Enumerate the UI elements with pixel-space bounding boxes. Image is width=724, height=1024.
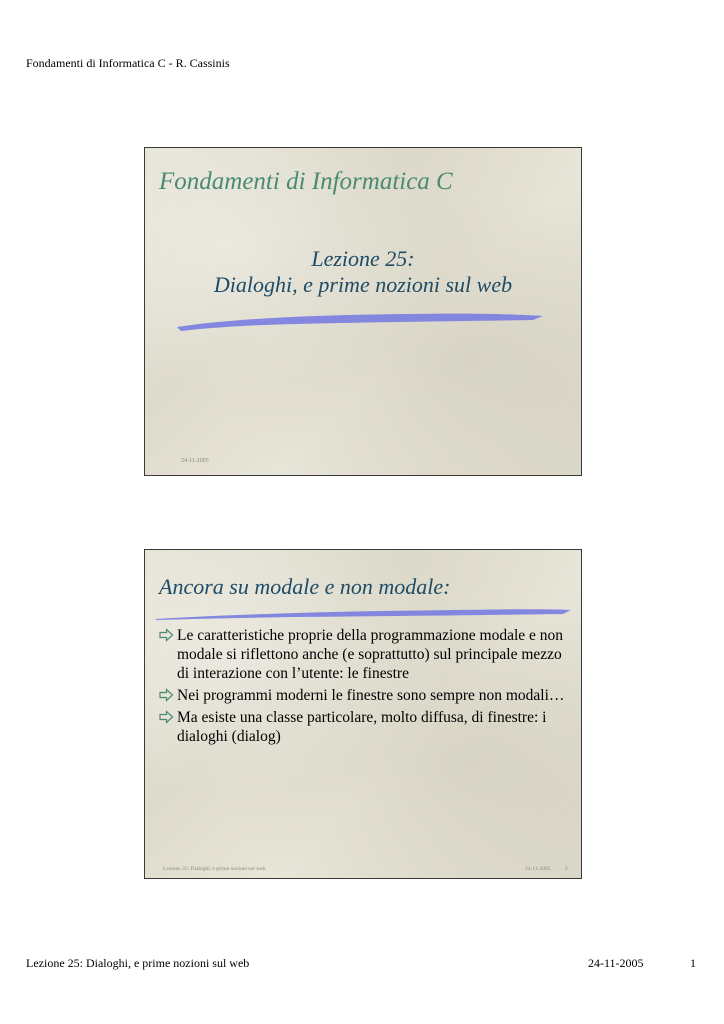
- brush-stroke-decoration: [177, 312, 545, 332]
- slide-date: 24-11-2005: [181, 458, 209, 464]
- hollow-arrow-right-icon: [159, 628, 174, 642]
- bullet-text: Ma esiste una classe particolare, molto diffusa, di finestre: i dialoghi (dialog): [177, 709, 547, 745]
- slide-2: [144, 549, 582, 879]
- list-item: [159, 708, 569, 746]
- page-number: 1: [690, 956, 696, 970]
- page-header: Fondamenti di Informatica C - R. Cassinis: [26, 56, 230, 70]
- course-title: Fondamenti di Informatica C: [159, 168, 453, 195]
- hollow-arrow-right-icon: [159, 710, 174, 724]
- list-item: [159, 686, 569, 705]
- bullet-list: [159, 626, 569, 749]
- brush-stroke-decoration: [155, 607, 573, 621]
- page-footer-title: Lezione 25: Dialoghi, e prime nozioni sul web: [26, 956, 250, 970]
- bullet-text: Nei programmi moderni le finestre sono sempre non modali…: [177, 687, 565, 704]
- slide-footer-date: 24-11-2005: [525, 866, 551, 872]
- slide-number: 2: [565, 866, 568, 872]
- slide-title: Ancora su modale e non modale:: [159, 574, 451, 599]
- lesson-subject: Dialoghi, e prime nozioni sul web: [213, 272, 513, 297]
- lesson-title-block: [145, 246, 581, 298]
- list-item: [159, 626, 569, 683]
- page-footer-date: 24-11-2005: [588, 956, 644, 970]
- hollow-arrow-right-icon: [159, 688, 174, 702]
- slide-footer-title: Lezione 25: Dialoghi, e prime nozioni sul web: [163, 866, 266, 872]
- lesson-number: Lezione 25:: [311, 246, 415, 271]
- bullet-text: Le caratteristiche proprie della programmazione modale e non modale si riflettono anche (e soprattutto) sul principale mezzo di interazione con l’utente: le finestre: [177, 627, 564, 682]
- slide-1: [144, 147, 582, 476]
